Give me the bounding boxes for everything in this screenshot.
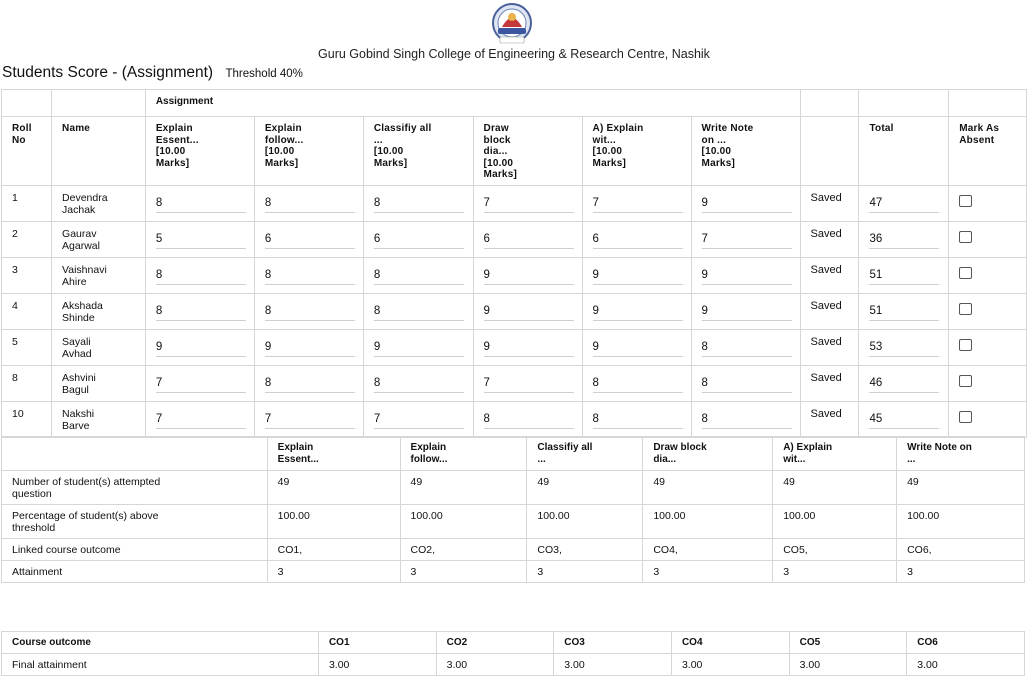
mark-input[interactable] — [484, 303, 574, 321]
mark-input[interactable] — [374, 195, 464, 213]
mark-input[interactable] — [593, 375, 683, 393]
mark-input[interactable] — [593, 303, 683, 321]
summary-value: CO6, — [897, 539, 1025, 561]
college-name: Guru Gobind Singh College of Engineering & Research Centre, Nashik — [318, 47, 710, 61]
mark-cell — [254, 329, 363, 365]
mark-cell — [363, 221, 473, 257]
summary-value: 100.00 — [643, 505, 773, 539]
total-input[interactable] — [869, 231, 939, 249]
mark-input[interactable] — [702, 267, 792, 285]
summary-row-label: Linked course outcome — [2, 539, 268, 561]
mark-cell — [145, 329, 254, 365]
course-outcome-label: Course outcome — [2, 632, 319, 654]
summary-value: 3 — [773, 561, 897, 583]
summary-question-header: Draw block dia... — [643, 437, 773, 471]
summary-value: 49 — [773, 471, 897, 505]
mark-absent-checkbox[interactable] — [959, 231, 972, 243]
mark-input[interactable] — [265, 411, 355, 429]
absent-cell — [949, 221, 1027, 257]
co-header: CO6 — [907, 632, 1025, 654]
absent-header: Mark As Absent — [949, 117, 1027, 186]
summary-value: CO5, — [773, 539, 897, 561]
roll-no-cell: 10 — [2, 401, 52, 437]
save-status: Saved — [800, 401, 859, 437]
group-spacer — [949, 90, 1027, 117]
scores-table — [1, 89, 1027, 438]
mark-input[interactable] — [484, 267, 574, 285]
student-row — [2, 221, 1027, 257]
mark-input[interactable] — [484, 195, 574, 213]
absent-cell — [949, 365, 1027, 401]
final-attainment-row — [2, 654, 1025, 676]
page-title: Students Score - (Assignment) — [2, 64, 214, 81]
mark-cell — [691, 329, 800, 365]
course-outcome-table — [1, 631, 1025, 676]
save-status: Saved — [800, 365, 859, 401]
mark-cell — [473, 365, 582, 401]
mark-input[interactable] — [593, 411, 683, 429]
summary-question-header: Explain Essent... — [267, 437, 400, 471]
mark-cell — [363, 329, 473, 365]
total-cell — [859, 365, 949, 401]
co-header: CO1 — [318, 632, 436, 654]
group-spacer — [859, 90, 949, 117]
mark-absent-checkbox[interactable] — [959, 375, 972, 387]
summary-row — [2, 539, 1025, 561]
summary-value: 3 — [400, 561, 527, 583]
mark-input[interactable] — [265, 303, 355, 321]
student-name-cell: Gaurav Agarwal — [52, 221, 146, 257]
mark-input[interactable] — [702, 303, 792, 321]
save-status: Saved — [800, 293, 859, 329]
mark-cell — [582, 257, 691, 293]
co-header: CO3 — [554, 632, 672, 654]
final-attainment-value: 3.00 — [671, 654, 789, 676]
final-attainment-value: 3.00 — [318, 654, 436, 676]
summary-value: 3 — [643, 561, 773, 583]
summary-value: CO1, — [267, 539, 400, 561]
mark-absent-checkbox[interactable] — [959, 267, 972, 279]
question-header: A) Explain wit... [10.00 Marks] — [582, 117, 691, 186]
save-status: Saved — [800, 185, 859, 221]
mark-input[interactable] — [702, 339, 792, 357]
roll-no-cell: 3 — [2, 257, 52, 293]
mark-input[interactable] — [484, 231, 574, 249]
mark-input[interactable] — [374, 303, 464, 321]
mark-input[interactable] — [156, 195, 246, 213]
summary-value: 49 — [643, 471, 773, 505]
mark-cell — [145, 221, 254, 257]
mark-input[interactable] — [156, 411, 246, 429]
total-input[interactable] — [869, 267, 939, 285]
college-logo — [478, 3, 546, 47]
student-name-cell: Sayali Avhad — [52, 329, 146, 365]
total-cell — [859, 329, 949, 365]
mark-cell — [582, 329, 691, 365]
mark-input[interactable] — [484, 339, 574, 357]
total-input[interactable] — [869, 339, 939, 357]
mark-cell — [254, 365, 363, 401]
absent-cell — [949, 293, 1027, 329]
roll-no-header: Roll No — [2, 117, 52, 186]
mark-cell — [582, 221, 691, 257]
mark-input[interactable] — [593, 267, 683, 285]
mark-cell — [145, 401, 254, 437]
student-row — [2, 401, 1027, 437]
summary-value: CO3, — [527, 539, 643, 561]
summary-value: 49 — [897, 471, 1025, 505]
roll-no-cell: 1 — [2, 185, 52, 221]
total-input[interactable] — [869, 303, 939, 321]
mark-input[interactable] — [374, 375, 464, 393]
absent-cell — [949, 401, 1027, 437]
question-header: Explain Essent... [10.00 Marks] — [145, 117, 254, 186]
roll-no-cell: 4 — [2, 293, 52, 329]
mark-input[interactable] — [156, 375, 246, 393]
summary-row-label: Percentage of student(s) above threshold — [2, 505, 268, 539]
student-row — [2, 257, 1027, 293]
student-row — [2, 293, 1027, 329]
mark-absent-checkbox[interactable] — [959, 303, 972, 315]
threshold-label: Threshold 40% — [225, 68, 303, 80]
mark-input[interactable] — [374, 411, 464, 429]
mark-cell — [363, 257, 473, 293]
summary-value: 3 — [897, 561, 1025, 583]
mark-input[interactable] — [265, 375, 355, 393]
mark-cell — [145, 185, 254, 221]
total-cell — [859, 293, 949, 329]
mark-absent-checkbox[interactable] — [959, 195, 972, 207]
mark-cell — [473, 329, 582, 365]
summary-value: 100.00 — [400, 505, 527, 539]
outcome-header-row — [2, 632, 1025, 654]
assignment-group-header: Assignment — [145, 90, 800, 117]
mark-cell — [473, 221, 582, 257]
mark-cell — [363, 365, 473, 401]
co-header: CO5 — [789, 632, 907, 654]
final-attainment-value: 3.00 — [907, 654, 1025, 676]
summary-row-label: Attainment — [2, 561, 268, 583]
mark-input[interactable] — [702, 195, 792, 213]
student-name-cell: Ashvini Bagul — [52, 365, 146, 401]
mark-input[interactable] — [265, 267, 355, 285]
mark-cell — [691, 401, 800, 437]
student-row — [2, 365, 1027, 401]
summary-row — [2, 471, 1025, 505]
name-header: Name — [52, 117, 146, 186]
total-input[interactable] — [869, 411, 939, 429]
question-header: Classifiy all ... [10.00 Marks] — [363, 117, 473, 186]
total-input[interactable] — [869, 375, 939, 393]
mark-cell — [363, 293, 473, 329]
student-name-cell: Devendra Jachak — [52, 185, 146, 221]
question-header: Draw block dia... [10.00 Marks] — [473, 117, 582, 186]
mark-input[interactable] — [374, 231, 464, 249]
mark-cell — [254, 257, 363, 293]
summary-question-header: Explain follow... — [400, 437, 527, 471]
mark-input[interactable] — [265, 339, 355, 357]
mark-cell — [691, 257, 800, 293]
summary-row — [2, 561, 1025, 583]
mark-cell — [691, 293, 800, 329]
mark-input[interactable] — [593, 195, 683, 213]
mark-cell — [363, 401, 473, 437]
mark-cell — [254, 221, 363, 257]
student-row — [2, 185, 1027, 221]
absent-cell — [949, 257, 1027, 293]
mark-input[interactable] — [593, 231, 683, 249]
mark-cell — [582, 401, 691, 437]
roll-no-cell: 2 — [2, 221, 52, 257]
final-attainment-label: Final attainment — [2, 654, 319, 676]
total-cell — [859, 221, 949, 257]
mark-cell — [582, 365, 691, 401]
mark-cell — [473, 293, 582, 329]
mark-input[interactable] — [156, 339, 246, 357]
group-spacer — [2, 90, 52, 117]
mark-cell — [254, 293, 363, 329]
mark-input[interactable] — [702, 411, 792, 429]
summary-value: 49 — [400, 471, 527, 505]
save-status: Saved — [800, 257, 859, 293]
mark-input[interactable] — [484, 375, 574, 393]
mark-input[interactable] — [702, 375, 792, 393]
mark-input[interactable] — [374, 267, 464, 285]
mark-input[interactable] — [702, 231, 792, 249]
summary-value: CO4, — [643, 539, 773, 561]
mark-cell — [473, 401, 582, 437]
summary-question-header: Classifiy all ... — [527, 437, 643, 471]
summary-corner — [2, 437, 268, 471]
total-input[interactable] — [869, 195, 939, 213]
question-summary-table — [1, 436, 1025, 583]
summary-row-label: Number of student(s) attempted question — [2, 471, 268, 505]
mark-input[interactable] — [156, 231, 246, 249]
save-status: Saved — [800, 221, 859, 257]
mark-cell — [691, 221, 800, 257]
summary-value: 100.00 — [897, 505, 1025, 539]
co-header: CO2 — [436, 632, 554, 654]
mark-cell — [691, 365, 800, 401]
student-name-cell: Vaishnavi Ahire — [52, 257, 146, 293]
mark-input[interactable] — [374, 339, 464, 357]
co-header: CO4 — [671, 632, 789, 654]
mark-input[interactable] — [156, 303, 246, 321]
roll-no-cell: 5 — [2, 329, 52, 365]
mark-input[interactable] — [156, 267, 246, 285]
summary-value: CO2, — [400, 539, 527, 561]
summary-row — [2, 505, 1025, 539]
mark-input[interactable] — [265, 231, 355, 249]
mark-absent-checkbox[interactable] — [959, 411, 972, 423]
student-row — [2, 329, 1027, 365]
student-name-cell: Nakshi Barve — [52, 401, 146, 437]
student-name-cell: Akshada Shinde — [52, 293, 146, 329]
mark-cell — [473, 185, 582, 221]
mark-input[interactable] — [593, 339, 683, 357]
final-attainment-value: 3.00 — [554, 654, 672, 676]
total-cell — [859, 185, 949, 221]
summary-value: 100.00 — [773, 505, 897, 539]
summary-value: 3 — [527, 561, 643, 583]
mark-input[interactable] — [265, 195, 355, 213]
mark-input[interactable] — [484, 411, 574, 429]
mark-cell — [145, 293, 254, 329]
summary-question-header: Write Note on ... — [897, 437, 1025, 471]
summary-question-header: A) Explain wit... — [773, 437, 897, 471]
summary-value: 49 — [267, 471, 400, 505]
summary-value: 100.00 — [527, 505, 643, 539]
question-header: Explain follow... [10.00 Marks] — [254, 117, 363, 186]
total-header: Total — [859, 117, 949, 186]
mark-cell — [254, 401, 363, 437]
mark-cell — [254, 185, 363, 221]
roll-no-cell: 8 — [2, 365, 52, 401]
question-header: Write Note on ... [10.00 Marks] — [691, 117, 800, 186]
mark-cell — [691, 185, 800, 221]
summary-value: 3 — [267, 561, 400, 583]
total-cell — [859, 401, 949, 437]
mark-cell — [145, 365, 254, 401]
mark-cell — [363, 185, 473, 221]
group-spacer — [52, 90, 146, 117]
final-attainment-value: 3.00 — [789, 654, 907, 676]
summary-value: 100.00 — [267, 505, 400, 539]
summary-value: 49 — [527, 471, 643, 505]
mark-cell — [473, 257, 582, 293]
mark-cell — [145, 257, 254, 293]
final-attainment-value: 3.00 — [436, 654, 554, 676]
mark-absent-checkbox[interactable] — [959, 339, 972, 351]
status-header — [800, 117, 859, 186]
absent-cell — [949, 185, 1027, 221]
total-cell — [859, 257, 949, 293]
absent-cell — [949, 329, 1027, 365]
mark-cell — [582, 293, 691, 329]
save-status: Saved — [800, 329, 859, 365]
page-title-row — [2, 64, 303, 82]
group-spacer — [800, 90, 859, 117]
mark-cell — [582, 185, 691, 221]
